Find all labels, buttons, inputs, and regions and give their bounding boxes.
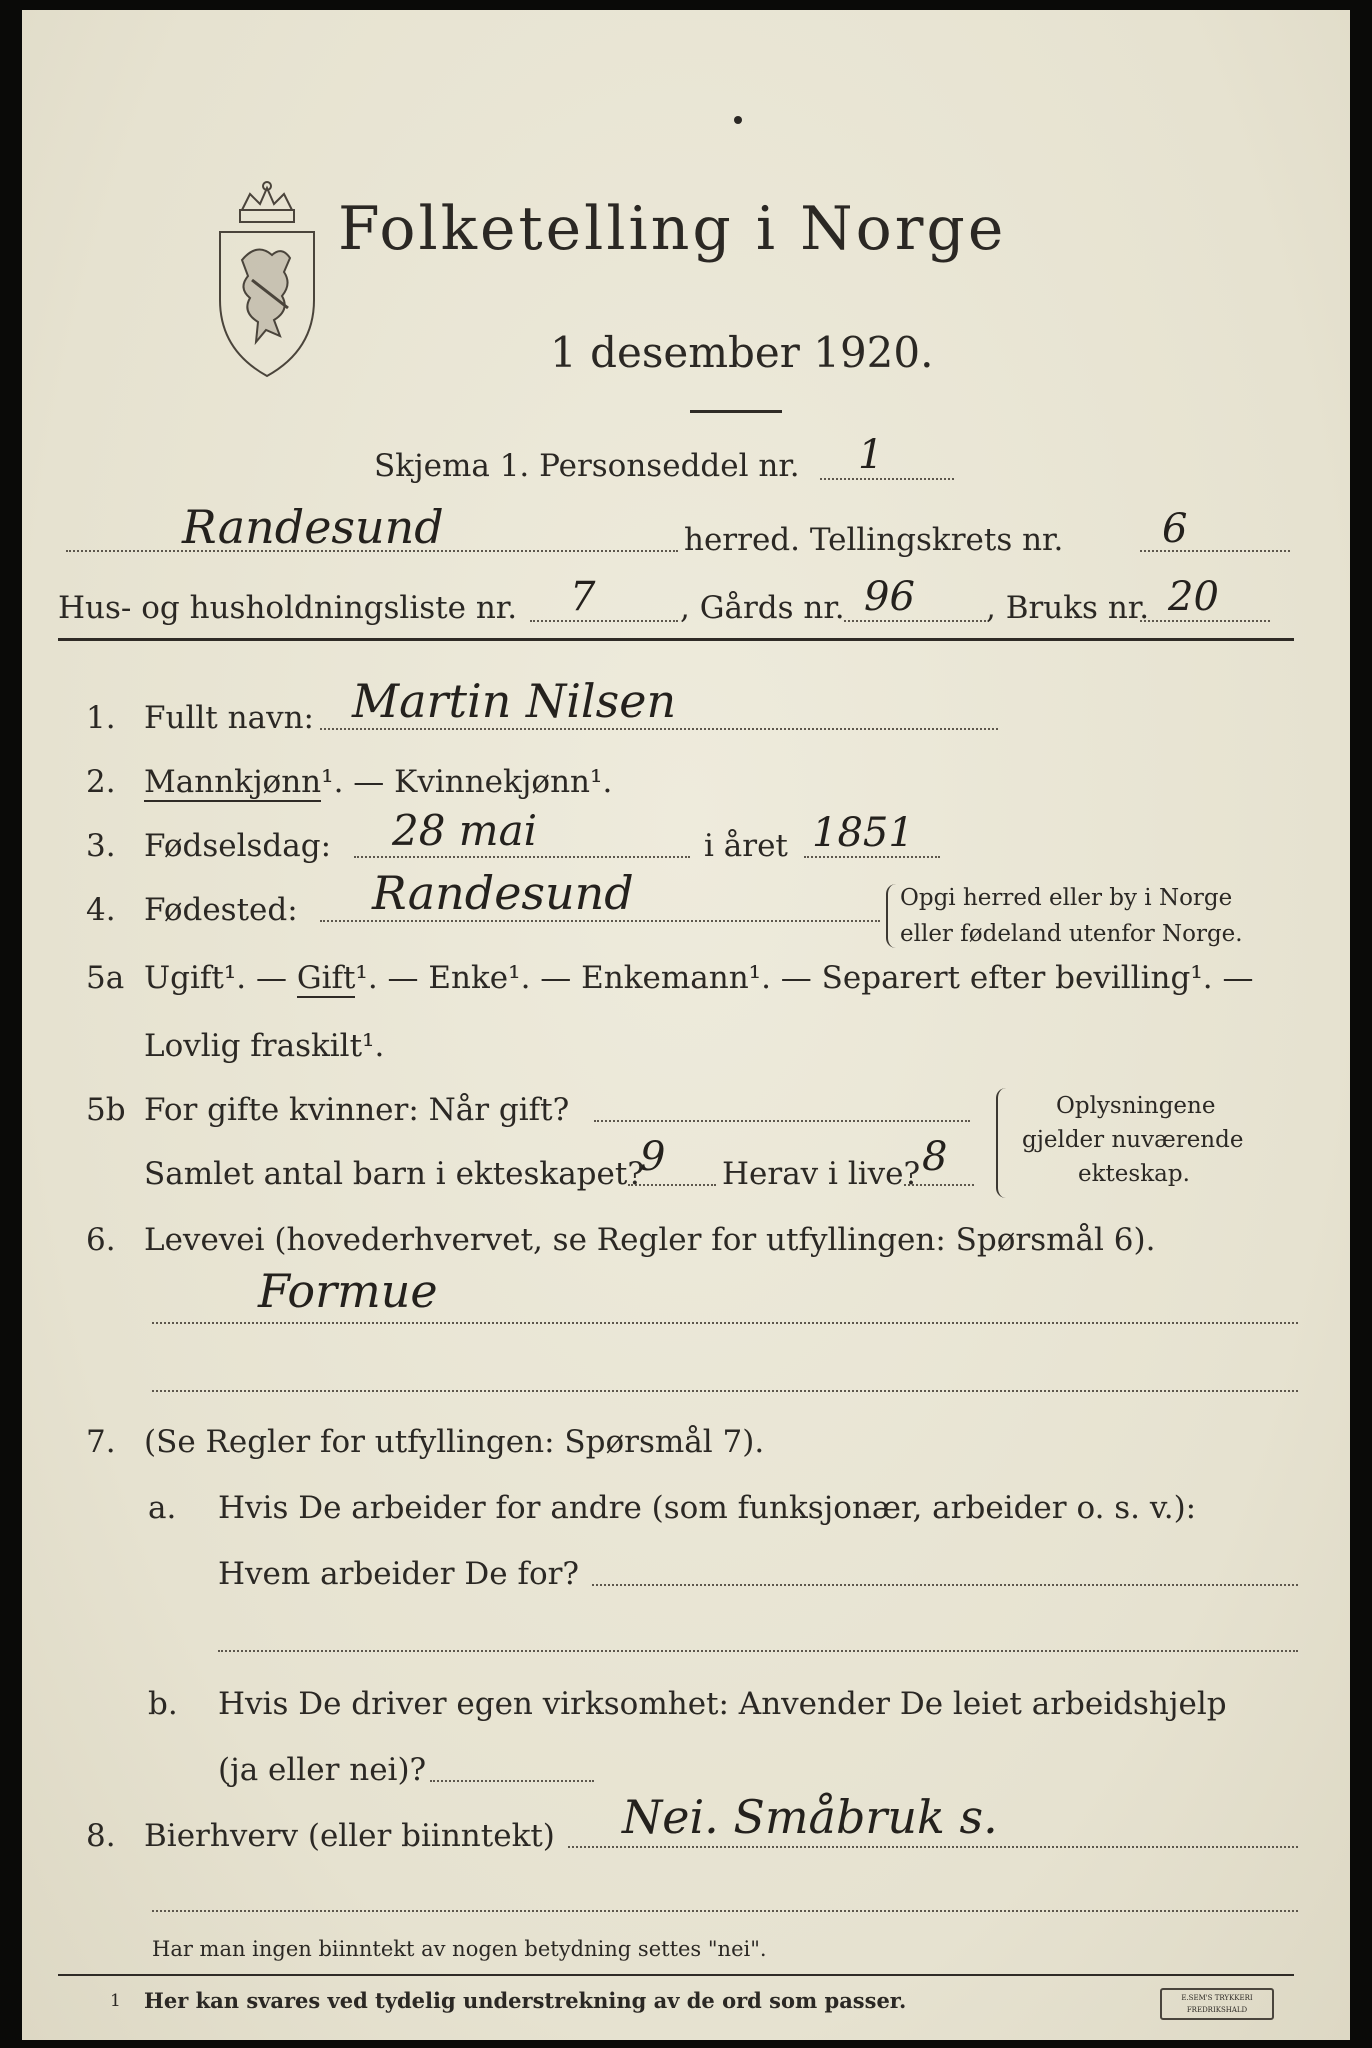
q5b-note-line1: Oplysningene (1056, 1093, 1216, 1119)
q4-note-line2: eller fødeland utenfor Norge. (900, 921, 1243, 947)
q5b-live-value: 8 (922, 1134, 948, 1180)
q5a-lovlig-fraskilt: Lovlig fraskilt¹. (144, 1028, 385, 1064)
schema-label: Skjema 1. Personseddel nr. (374, 448, 800, 484)
q8-line2 (152, 1910, 1298, 1912)
form-title: Folketelling i Norge (338, 194, 1007, 264)
q5a-number: 5a (86, 960, 125, 996)
q5b-brace (996, 1088, 1010, 1198)
hus-line (530, 620, 678, 622)
q6-occupation-value: Formue (258, 1264, 438, 1318)
census-date: 1 desember 1920. (550, 328, 934, 377)
q8-line (568, 1846, 1298, 1848)
q2-options (144, 764, 612, 800)
tellingskrets-number: 6 (1162, 506, 1188, 552)
q2-number: 2. (86, 764, 116, 800)
printer-stamp (1160, 1988, 1274, 2020)
ink-dot (734, 116, 742, 124)
q1-number: 1. (86, 700, 116, 736)
footnote-text: Her kan svares ved tydelig understrekning av de ord som passer. (144, 1988, 907, 2013)
q1-line (320, 728, 998, 730)
q5b-number: 5b (86, 1092, 126, 1128)
census-form-sheet (22, 10, 1350, 2040)
gards-number: 96 (864, 574, 915, 620)
q5a-rest: ¹. — Enke¹. — Enkemann¹. — Separert efter bevilling¹. — (355, 960, 1254, 996)
q6-line2 (152, 1390, 1298, 1392)
q1-full-name-value: Martin Nilsen (352, 674, 677, 728)
q4-note-line1: Opgi herred eller by i Norge (900, 885, 1233, 911)
q6-label: Levevei (hovederhvervet, se Regler for utfyllingen: Spørsmål 6). (144, 1222, 1156, 1258)
q2-kvinnekjonn: Kvinnekjønn¹. (394, 764, 613, 800)
q4-number: 4. (86, 892, 116, 928)
hus-number: 7 (570, 574, 596, 620)
q6-number: 6. (86, 1222, 116, 1258)
q7a-sub-label: Hvem arbeider De for? (218, 1556, 580, 1592)
q3-label: Fødselsdag: (144, 828, 332, 864)
q4-birthplace-value: Randesund (372, 866, 634, 920)
q3-line (354, 856, 690, 858)
herred-value: Randesund (182, 500, 444, 554)
q7a-text: Hvis De arbeider for andre (som funksjonær, arbeider o. s. v.): (218, 1490, 1197, 1526)
header-rule (58, 638, 1294, 641)
q6-line1 (152, 1322, 1298, 1324)
q5b-live-label: Herav i live? (722, 1156, 921, 1192)
q7b-letter: b. (148, 1686, 178, 1722)
q4-brace (886, 884, 898, 948)
footnote-mark: 1 (110, 1991, 121, 2011)
q7a-letter: a. (148, 1490, 177, 1526)
q7a-line2 (218, 1650, 1298, 1652)
q4-line (320, 920, 880, 922)
q5b-barn-value: 9 (640, 1134, 666, 1180)
q7a-line1 (592, 1584, 1298, 1586)
q7b-sub-label: (ja eller nei)? (218, 1752, 427, 1788)
q5a-ugift: Ugift¹. — (144, 960, 297, 996)
q5b-note-line2: gjelder nuværende (1022, 1127, 1244, 1153)
q4-label: Fødested: (144, 892, 298, 928)
printer-stamp-text: E.SEM'S TRYKKERI FREDRIKSHALD (1181, 1994, 1253, 2014)
q1-label: Fullt navn: (144, 700, 314, 736)
bruks-label: , Bruks nr. (986, 590, 1150, 626)
norwegian-coat-of-arms-icon (212, 180, 322, 380)
bruks-number: 20 (1168, 574, 1219, 620)
q2-mannkjonn: Mannkjønn (144, 764, 322, 800)
q7b-line (430, 1780, 594, 1782)
personseddel-line (820, 478, 954, 480)
q3-year-label: i året (704, 828, 788, 864)
q8-number: 8. (86, 1818, 116, 1854)
herred-label: herred. Tellingskrets nr. (684, 522, 1064, 558)
q5b-married-line (594, 1120, 970, 1122)
q3-birthday-value: 28 mai (392, 806, 538, 855)
title-divider (690, 410, 782, 413)
q3-number: 3. (86, 828, 116, 864)
gards-label: , Gårds nr. (680, 590, 845, 626)
q7b-text: Hvis De driver egen virksomhet: Anvender De leiet arbeidshjelp (218, 1686, 1227, 1722)
hus-label: Hus- og husholdningsliste nr. (58, 590, 518, 626)
q3-year-value: 1851 (812, 810, 914, 856)
q5a-options (144, 960, 1253, 996)
q7-number: 7. (86, 1424, 116, 1460)
personseddel-number: 1 (858, 432, 884, 478)
q5a-gift: Gift (296, 960, 356, 996)
q5b-barn-line (628, 1184, 716, 1186)
q7-label: (Se Regler for utfyllingen: Spørsmål 7). (144, 1424, 765, 1460)
q5b-label2: Samlet antal barn i ekteskapet? (144, 1156, 644, 1192)
footer-note: Har man ingen biinntekt av nogen betydning settes "nei". (152, 1937, 767, 1961)
q5b-note-line3: ekteskap. (1078, 1161, 1190, 1187)
q8-side-income-value: Nei. Småbruk s. (622, 1790, 998, 1844)
footer-rule (58, 1974, 1294, 1976)
q5b-live-line (904, 1184, 974, 1186)
q8-label: Bierhverv (eller biinntekt) (144, 1818, 555, 1854)
q5b-label1: For gifte kvinner: Når gift? (144, 1092, 570, 1128)
q2-separator: ¹. — (321, 764, 395, 800)
